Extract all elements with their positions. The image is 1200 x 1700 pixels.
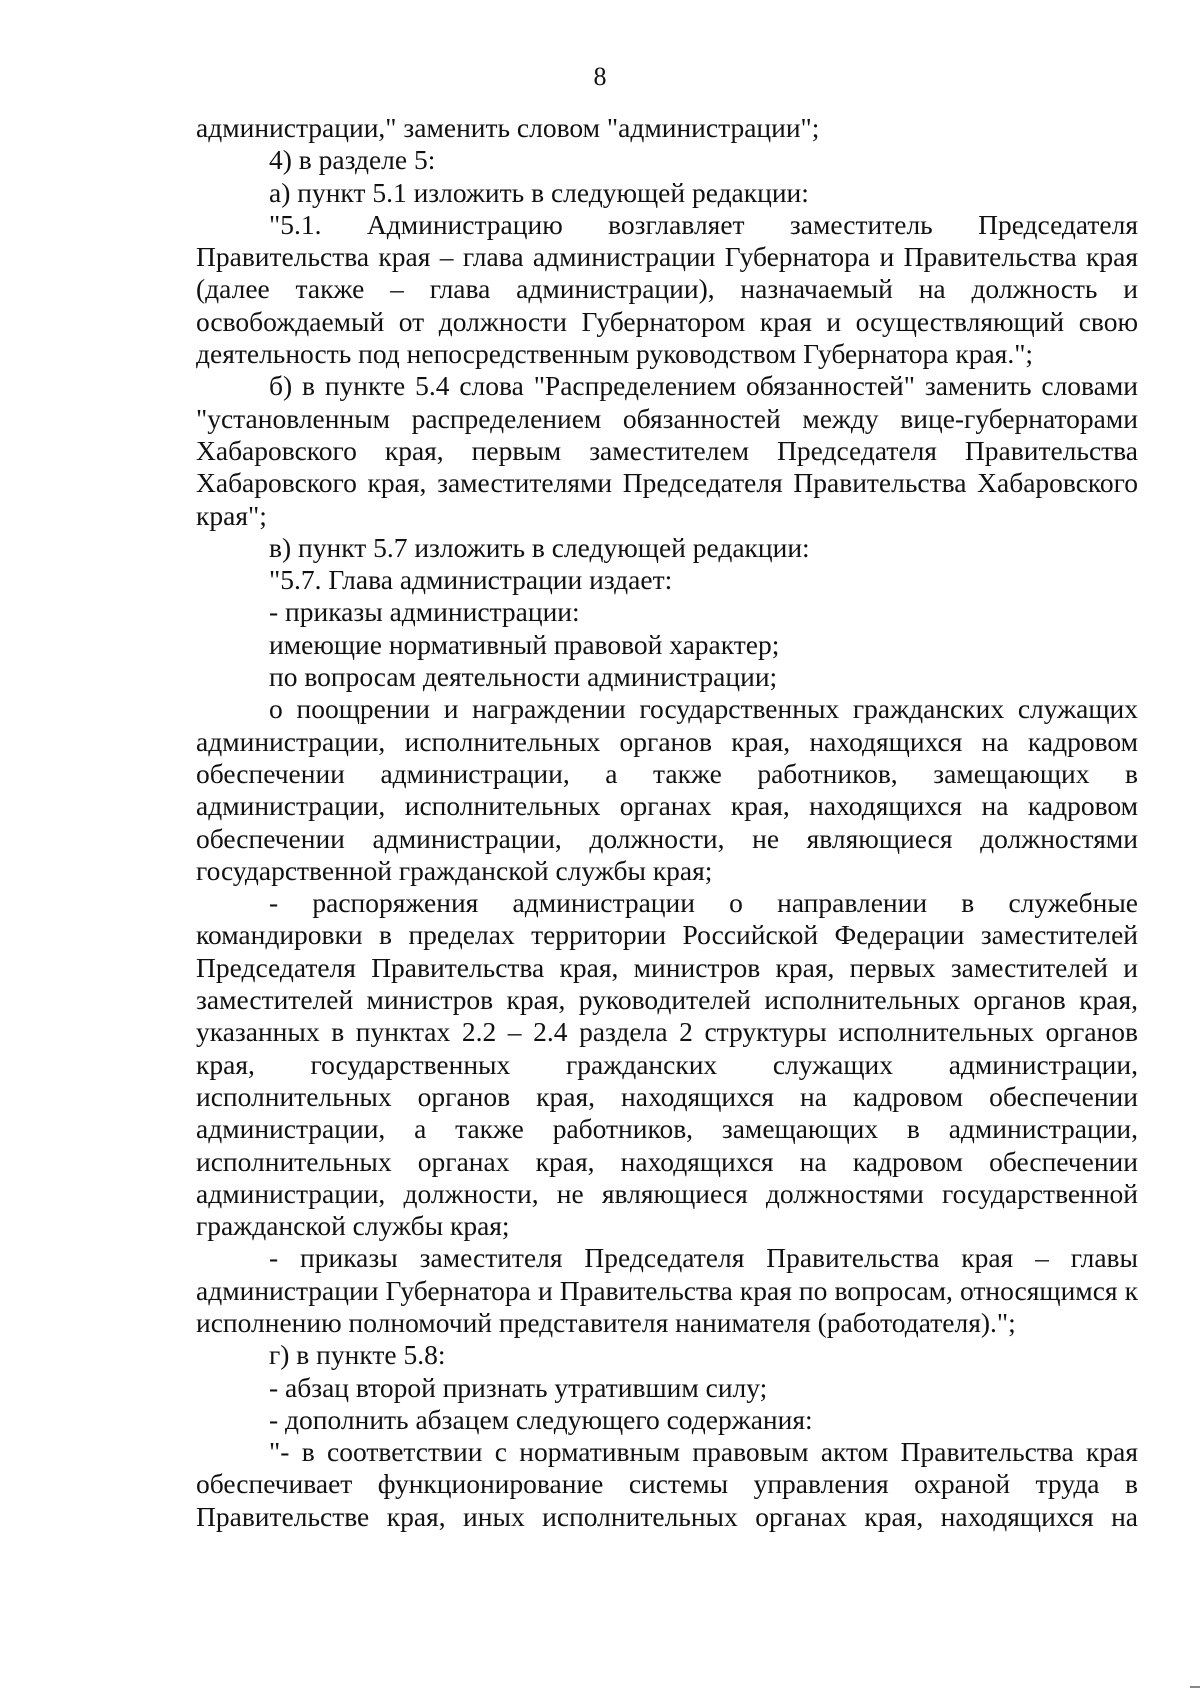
paragraph-3: а) пункт 5.1 изложить в следующей редакции:: [269, 176, 809, 208]
paragraph-10: по вопросам деятельности администрации;: [269, 661, 778, 693]
paragraph-6: в) пункт 5.7 изложить в следующей редакции:: [269, 531, 810, 563]
paragraph-16: - дополнить абзацем следующего содержания:: [269, 1403, 813, 1435]
paragraph-17: "- в соответствии с нормативным правовым актом Правительства края обеспечивает функционирование системы управления охраной труда в Правительстве края, иных исполнительных органах края, находящихся на: [196, 1436, 1138, 1532]
paragraph-1: администрации," заменить словом "администрации";: [196, 112, 820, 143]
paragraph-2: 4) в разделе 5:: [269, 144, 436, 176]
paragraph-11: о поощрении и награждении государственных гражданских служащих администрации, исполнительных органов края, находящихся на кадровом обеспечении администрации, а также работников, замещающих в администрации, исполнительных органах края, находящихся на кадровом обеспечении администрации, должности, не являющиеся должностями государственной гражданской службы края;: [196, 693, 1138, 886]
paragraph-13: - приказы заместителя Председателя Правительства края – главы администрации Губернатора и Правительства края по вопросам, относящимся к исполнению полномочий представителя нанимателя (работодателя).";: [196, 1242, 1138, 1338]
page-number: 8: [593, 62, 607, 91]
paragraph-12: - распоряжения администрации о направлении в служебные командировки в пределах территории Российской Федерации заместителей Председателя Правительства края, министров края, первых заместителей и заместителей министров края, руководителей исполнительных органов края, указанных в пунктах 2.2 – 2.4 раздела 2 структуры исполнительных органов края, государственных гражданских служащих администрации, исполнительных органов края, находящихся на кадровом обеспечении администрации, а также работников, замещающих в администрации, исполнительных органах края, находящихся на кадровом обеспечении администрации, должности, не являющиеся должностями государственной гражданской службы края;: [196, 887, 1138, 1242]
paragraph-15: - абзац второй признать утратившим силу;: [269, 1371, 768, 1403]
paragraph-8: - приказы администрации:: [269, 596, 580, 628]
paragraph-9: имеющие нормативный правовой характер;: [269, 628, 780, 660]
paragraph-5: б) в пункте 5.4 слова "Распределением обязанностей" заменить словами "установленным распределением обязанностей между вице-губернаторами Хабаровского края, первым заместителем Председателя Правительства Хабаровского края, заместителями Председателя Правительства Хабаровского края";: [196, 370, 1138, 531]
paragraph-7: "5.7. Глава администрации издает:: [269, 564, 673, 596]
paragraph-14: г) в пункте 5.8:: [269, 1339, 446, 1371]
paragraph-4: "5.1. Администрацию возглавляет заместитель Председателя Правительства края – глава администрации Губернатора и Правительства края (далее также – глава администрации), назначаемый на должность и освобождаемый от должности Губернатором края и осуществляющий свою деятельность под непосредственным руководством Губернатора края.";: [196, 208, 1138, 370]
page-edge-mark: [1190, 1686, 1200, 1688]
document-body: [196, 112, 1138, 1533]
